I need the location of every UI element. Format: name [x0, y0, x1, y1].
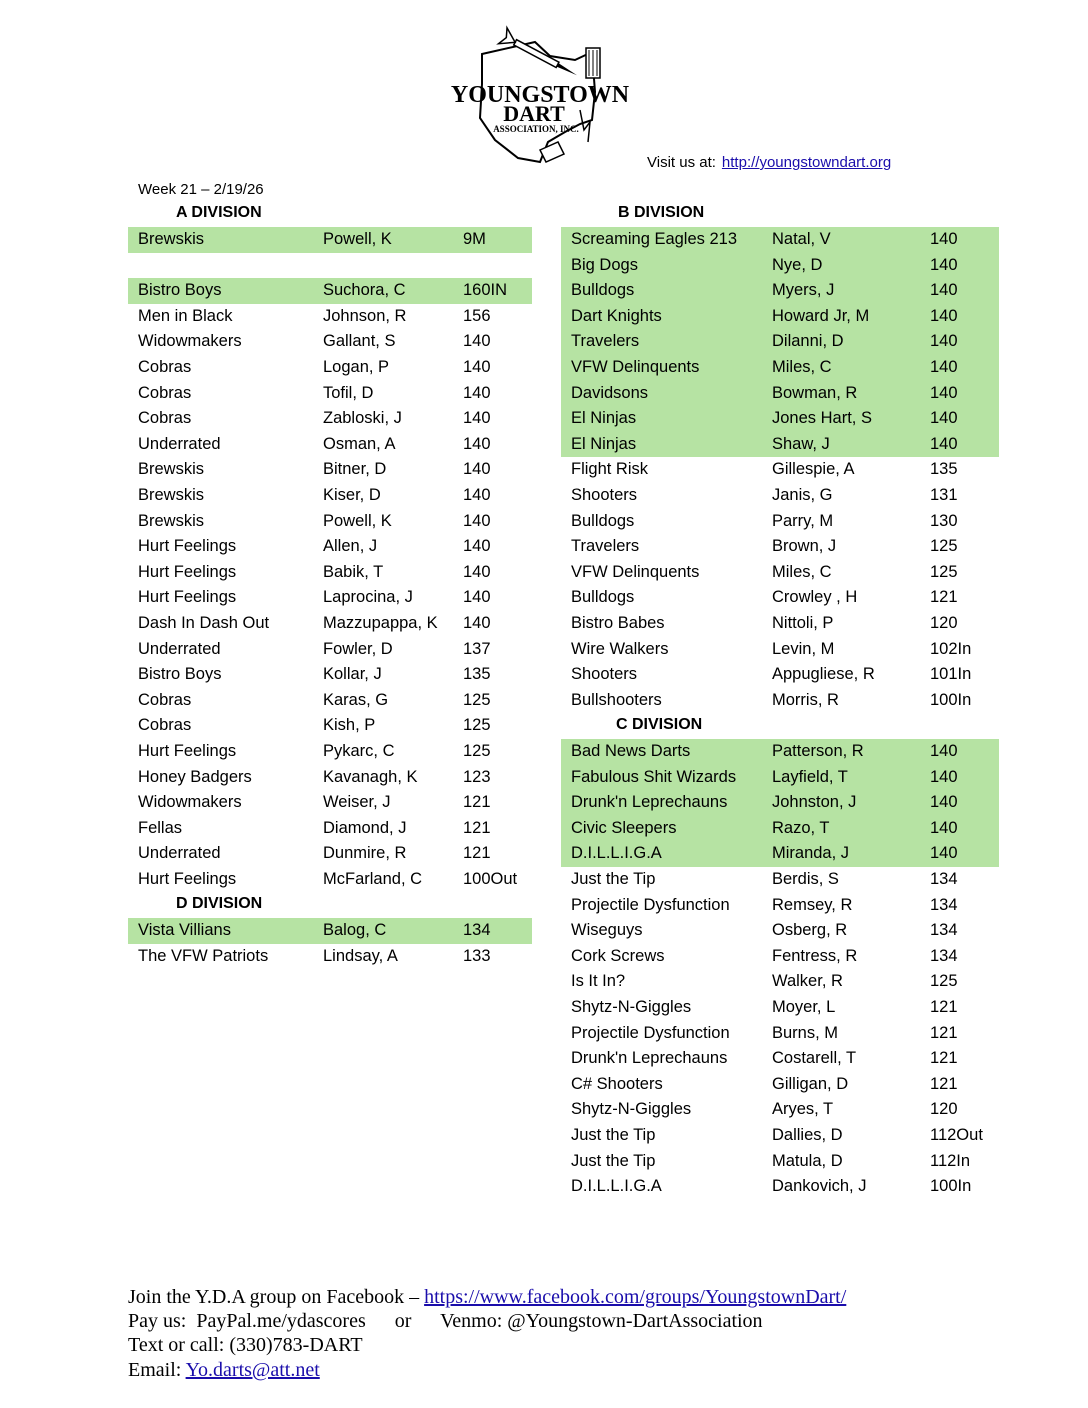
player-cell: Powell, K: [323, 511, 392, 530]
player-cell: Diamond, J: [323, 818, 407, 837]
table-row: [561, 585, 999, 611]
score-cell: 140: [930, 742, 958, 760]
table-row: [561, 1072, 999, 1098]
score-cell: 140: [930, 793, 958, 812]
score-cell: 102In: [930, 639, 972, 658]
score-cell: 125: [930, 972, 958, 991]
score-cell: 133: [463, 946, 491, 965]
player-cell: Burns, M: [772, 1023, 839, 1042]
table-row: [561, 560, 999, 586]
team-cell: Wiseguys: [571, 921, 643, 940]
player-cell: Gillespie, A: [772, 460, 855, 479]
player-cell: Karas, G: [323, 690, 389, 709]
score-cell: 140: [930, 409, 958, 428]
player-cell: Gilligan, D: [772, 1074, 849, 1093]
team-cell: Honey Badgers: [138, 767, 252, 786]
player-cell: Miranda, J: [772, 844, 850, 863]
player-cell: Brown, J: [772, 537, 837, 556]
b-division-title: B DIVISION: [618, 204, 705, 221]
week-label: Week 21 – 2/19/26: [138, 181, 264, 198]
team-cell: Bad News Darts: [571, 742, 691, 760]
table-row: [128, 278, 532, 304]
text-call-line: Text or call: (330)783-DART: [128, 1334, 363, 1357]
player-cell: Miles, C: [772, 562, 832, 581]
team-cell: Brewskis: [138, 230, 205, 248]
player-cell: Walker, R: [772, 972, 843, 991]
table-row: [128, 918, 532, 944]
player-cell: Fowler, D: [323, 639, 393, 658]
table-row: [128, 662, 532, 688]
score-cell: 140: [463, 460, 491, 479]
team-cell: Travelers: [571, 537, 640, 556]
team-cell: Bulldogs: [571, 281, 635, 300]
player-cell: Parry, M: [772, 511, 834, 530]
team-cell: Cobras: [138, 358, 192, 376]
score-cell: 140: [930, 767, 958, 786]
or-text: or: [394, 1310, 412, 1333]
score-cell: 134: [930, 921, 958, 940]
score-cell: 140: [930, 332, 958, 351]
score-cell: 156: [463, 306, 491, 325]
team-cell: Widowmakers: [138, 332, 242, 351]
score-cell: 121: [463, 844, 491, 863]
score-cell: 131: [930, 486, 958, 504]
player-cell: Kiser, D: [323, 486, 381, 504]
score-cell: 121: [930, 1074, 958, 1093]
player-cell: Layfield, T: [772, 767, 848, 786]
table-row: [561, 227, 999, 253]
team-cell: Brewskis: [138, 511, 205, 530]
score-cell: 140: [463, 383, 491, 402]
team-cell: Shooters: [571, 486, 638, 504]
table-row: [561, 457, 999, 483]
c-division-title: C DIVISION: [616, 716, 703, 733]
a-division-title: A DIVISION: [176, 204, 262, 221]
team-cell: Vista Villians: [138, 921, 231, 939]
score-cell: 121: [930, 1049, 958, 1068]
player-cell: Babik, T: [323, 562, 384, 581]
table-row: [128, 304, 532, 330]
team-cell: Cobras: [138, 383, 192, 402]
player-cell: Tofil, D: [323, 383, 374, 402]
table-row: [561, 253, 999, 279]
score-cell: 121: [930, 998, 958, 1016]
venmo-text: Venmo: @Youngstown-DartAssociation: [440, 1310, 763, 1333]
player-cell: Aryes, T: [772, 1100, 834, 1119]
table-row: [128, 355, 532, 381]
score-cell: 135: [463, 665, 491, 684]
table-row: [128, 816, 532, 842]
table-row: [561, 1097, 999, 1123]
player-cell: Bitner, D: [323, 460, 387, 479]
score-cell: 140: [930, 818, 958, 837]
score-cell: 140: [463, 332, 491, 351]
score-cell: 135: [930, 460, 958, 479]
score-cell: 125: [930, 562, 958, 581]
table-row: [561, 1046, 999, 1072]
team-cell: VFW Delinquents: [571, 562, 700, 581]
team-cell: Underrated: [138, 639, 221, 658]
team-cell: Wire Walkers: [571, 639, 669, 658]
player-cell: Razo, T: [772, 818, 830, 837]
score-cell: 125: [463, 716, 491, 735]
team-cell: Shytz-N-Giggles: [571, 998, 692, 1016]
paypal-text: PayPal.me/ydascores: [196, 1310, 366, 1333]
score-cell: 101In: [930, 665, 972, 684]
score-cell: 125: [463, 690, 491, 709]
score-cell: 140: [463, 614, 491, 632]
team-cell: El Ninjas: [571, 409, 637, 428]
table-row: [128, 765, 532, 791]
player-cell: Laprocina, J: [323, 588, 413, 607]
table-row: [128, 713, 532, 739]
table-row: [128, 688, 532, 714]
table-row: [561, 381, 999, 407]
table-row: [561, 893, 999, 919]
logo-line-1: YOUNGSTOWN: [450, 82, 630, 108]
table-row: [561, 432, 999, 458]
table-row: [561, 534, 999, 560]
score-cell: 140: [463, 511, 491, 530]
player-cell: Osman, A: [323, 434, 396, 453]
score-cell: 120: [930, 614, 958, 632]
table-row: [561, 688, 999, 714]
team-cell: Bullshooters: [571, 690, 662, 709]
player-cell: Remsey, R: [772, 895, 853, 914]
player-cell: Lindsay, A: [323, 946, 398, 965]
table-row: [128, 432, 532, 458]
team-cell: Cobras: [138, 716, 192, 735]
team-cell: Dart Knights: [571, 306, 662, 325]
score-cell: 134: [463, 921, 491, 939]
team-cell: C# Shooters: [571, 1074, 663, 1093]
table-row: [128, 457, 532, 483]
player-cell: Nittoli, P: [772, 614, 834, 632]
score-cell: 140: [930, 434, 958, 453]
team-cell: Hurt Feelings: [138, 562, 237, 581]
score-cell: 140: [463, 409, 491, 428]
score-cell: 112Out: [930, 1126, 983, 1144]
score-cell: 130: [930, 511, 958, 530]
team-cell: Just the Tip: [571, 870, 656, 888]
score-cell: 140: [463, 358, 491, 376]
table-row: [561, 995, 999, 1021]
facebook-text: Join the Y.D.A group on Facebook –: [128, 1286, 420, 1308]
team-cell: Fellas: [138, 818, 183, 837]
table-row: [561, 509, 999, 535]
player-cell: Appugliese, R: [772, 665, 875, 684]
footer: [128, 1285, 846, 1382]
table-row: [128, 381, 532, 407]
score-cell: 134: [930, 946, 958, 965]
player-cell: McFarland, C: [323, 870, 423, 888]
table-row: [561, 1021, 999, 1047]
table-row: [561, 841, 999, 867]
player-cell: Balog, C: [323, 921, 387, 939]
table-row: [561, 637, 999, 663]
player-cell: Osberg, R: [772, 921, 848, 940]
score-cell: 140: [930, 230, 958, 248]
team-cell: Travelers: [571, 332, 640, 351]
table-row: [128, 790, 532, 816]
table-row: [561, 918, 999, 944]
score-cell: 100In: [930, 690, 972, 709]
table-row: [561, 816, 999, 842]
team-cell: Is It In?: [571, 972, 626, 991]
score-cell: 112In: [930, 1151, 971, 1170]
player-cell: Gallant, S: [323, 332, 396, 351]
team-cell: Cobras: [138, 690, 192, 709]
table-row: [128, 329, 532, 355]
pay-label: Pay us:: [128, 1310, 187, 1333]
table-row: [561, 1174, 999, 1200]
score-cell: 125: [463, 742, 491, 760]
team-cell: Just the Tip: [571, 1151, 656, 1170]
table-row: [561, 765, 999, 791]
score-cell: 121: [930, 1023, 958, 1042]
player-cell: Shaw, J: [772, 434, 830, 453]
d-division-title: D DIVISION: [176, 895, 263, 912]
player-cell: Levin, M: [772, 639, 835, 658]
player-cell: Kollar, J: [323, 665, 382, 684]
team-cell: Shooters: [571, 665, 638, 684]
player-cell: Myers, J: [772, 281, 835, 300]
player-cell: Janis, G: [772, 486, 833, 504]
facebook-line: [128, 1285, 846, 1309]
team-cell: El Ninjas: [571, 434, 637, 453]
team-cell: Davidsons: [571, 383, 649, 402]
score-cell: 160IN: [463, 281, 508, 300]
table-row: [128, 611, 532, 637]
table-row: [561, 355, 999, 381]
team-cell: Men in Black: [138, 306, 233, 325]
score-cell: 140: [463, 434, 491, 453]
score-cell: 140: [930, 306, 958, 325]
team-cell: Cobras: [138, 409, 192, 428]
table-row: [128, 227, 532, 253]
score-cell: 121: [930, 588, 958, 607]
table-row: [561, 867, 999, 893]
team-cell: Bulldogs: [571, 511, 635, 530]
table-row: [561, 969, 999, 995]
table-row: [128, 867, 532, 893]
team-cell: Civic Sleepers: [571, 818, 677, 837]
team-cell: Underrated: [138, 434, 221, 453]
facebook-link[interactable]: https://www.facebook.com/groups/YoungstownDart/: [424, 1286, 847, 1308]
score-cell: 137: [463, 639, 491, 658]
table-row: [561, 278, 999, 304]
player-cell: Moyer, L: [772, 998, 836, 1016]
score-cell: 134: [930, 870, 958, 888]
score-cell: 134: [930, 895, 958, 914]
player-cell: Dilanni, D: [772, 332, 844, 351]
table-row: [128, 944, 532, 970]
team-cell: The VFW Patriots: [138, 946, 269, 965]
team-cell: VFW Delinquents: [571, 358, 700, 376]
player-cell: Patterson, R: [772, 742, 864, 760]
score-cell: 140: [463, 486, 491, 504]
table-row: [561, 329, 999, 355]
team-cell: Just the Tip: [571, 1126, 656, 1144]
table-row: [561, 1123, 999, 1149]
table-row: [128, 841, 532, 867]
table-row: [561, 739, 999, 765]
player-cell: Johnson, R: [323, 306, 407, 325]
team-cell: Hurt Feelings: [138, 588, 237, 607]
player-cell: Matula, D: [772, 1151, 843, 1170]
logo-line-2: DART: [503, 101, 565, 126]
player-cell: Fentress, R: [772, 946, 858, 965]
team-cell: Bistro Babes: [571, 614, 665, 632]
table-row: [561, 662, 999, 688]
table-row: [128, 739, 532, 765]
team-cell: Dash In Dash Out: [138, 614, 270, 632]
player-cell: Mazzupappa, K: [323, 614, 438, 632]
score-cell: 100Out: [463, 870, 518, 888]
team-cell: Flight Risk: [571, 460, 649, 479]
table-row: [128, 534, 532, 560]
email-line: [128, 1358, 846, 1382]
score-cell: 140: [930, 383, 958, 402]
player-cell: Dankovich, J: [772, 1177, 867, 1196]
email-label: Email:: [128, 1358, 182, 1381]
pay-line: [128, 1309, 846, 1333]
score-cell: 140: [463, 588, 491, 607]
player-cell: Dallies, D: [772, 1126, 843, 1144]
player-cell: Natal, V: [772, 230, 831, 248]
team-cell: Hurt Feelings: [138, 870, 237, 888]
table-row: [561, 304, 999, 330]
score-cell: 125: [930, 537, 958, 556]
table-row: [561, 483, 999, 509]
score-cell: 121: [463, 793, 491, 812]
table-row: [128, 406, 532, 432]
score-cell: 140: [930, 281, 958, 300]
visit-line: [647, 154, 891, 171]
team-cell: Screaming Eagles 213: [571, 230, 738, 248]
table-row: [128, 509, 532, 535]
table-row: [128, 637, 532, 663]
score-cell: 123: [463, 767, 491, 786]
visit-label: Visit us at:: [647, 154, 716, 171]
website-link[interactable]: http://youngstowndart.org: [721, 154, 892, 171]
team-cell: Hurt Feelings: [138, 742, 237, 760]
team-cell: Cork Screws: [571, 946, 665, 965]
score-cell: 121: [463, 818, 491, 837]
team-cell: Big Dogs: [571, 255, 638, 274]
team-cell: Bulldogs: [571, 588, 635, 607]
score-cell: 140: [930, 358, 958, 376]
table-row: [128, 483, 532, 509]
team-cell: Bistro Boys: [138, 665, 222, 684]
team-cell: Hurt Feelings: [138, 537, 237, 556]
score-cell: 120: [930, 1100, 958, 1119]
table-row: [128, 253, 532, 279]
score-cell: 9M: [463, 230, 486, 248]
table-row: [561, 611, 999, 637]
player-cell: Morris, R: [772, 690, 839, 709]
player-cell: Suchora, C: [323, 281, 406, 300]
score-cell: 140: [463, 537, 491, 556]
player-cell: Howard Jr, M: [772, 306, 870, 325]
player-cell: Allen, J: [323, 537, 378, 556]
player-cell: Pykarc, C: [323, 742, 395, 760]
player-cell: Costarell, T: [772, 1049, 857, 1068]
player-cell: Weiser, J: [323, 793, 391, 812]
table-row: [128, 585, 532, 611]
table-row: [561, 406, 999, 432]
email-link[interactable]: Yo.darts@att.net: [185, 1358, 320, 1381]
player-cell: Zabloski, J: [323, 409, 402, 428]
team-cell: Widowmakers: [138, 793, 242, 812]
player-cell: Powell, K: [323, 230, 392, 248]
team-cell: Fabulous Shit Wizards: [571, 767, 737, 786]
team-cell: Drunk'n Leprechauns: [571, 1049, 728, 1068]
team-cell: Drunk'n Leprechauns: [571, 793, 728, 812]
player-cell: Kish, P: [323, 716, 376, 735]
score-cell: 100In: [930, 1177, 972, 1196]
player-cell: Nye, D: [772, 255, 823, 274]
player-cell: Miles, C: [772, 358, 832, 376]
yda-logo: [440, 22, 640, 170]
score-cell: 140: [930, 255, 958, 274]
team-cell: Bistro Boys: [138, 281, 222, 300]
team-cell: Underrated: [138, 844, 221, 863]
player-cell: Bowman, R: [772, 383, 858, 402]
team-cell: Shytz-N-Giggles: [571, 1100, 692, 1119]
player-cell: Logan, P: [323, 358, 390, 376]
logo-line-3: ASSOCIATION, INC.: [493, 124, 579, 134]
table-row: [561, 1149, 999, 1175]
score-cell: 140: [463, 562, 491, 581]
table-row: [561, 790, 999, 816]
team-cell: Brewskis: [138, 460, 205, 479]
team-cell: D.I.L.L.I.G.A: [571, 1177, 662, 1196]
player-cell: Berdis, S: [772, 870, 839, 888]
team-cell: Brewskis: [138, 486, 205, 504]
team-cell: Projectile Dysfunction: [571, 1023, 730, 1042]
player-cell: Crowley , H: [772, 588, 858, 607]
table-row: [128, 560, 532, 586]
player-cell: Dunmire, R: [323, 844, 407, 863]
team-cell: Projectile Dysfunction: [571, 895, 730, 914]
player-cell: Kavanagh, K: [323, 767, 418, 786]
score-cell: 140: [930, 844, 958, 863]
team-cell: D.I.L.L.I.G.A: [571, 844, 662, 863]
player-cell: Jones Hart, S: [772, 409, 872, 428]
player-cell: Johnston, J: [772, 793, 857, 812]
table-row: [561, 944, 999, 970]
